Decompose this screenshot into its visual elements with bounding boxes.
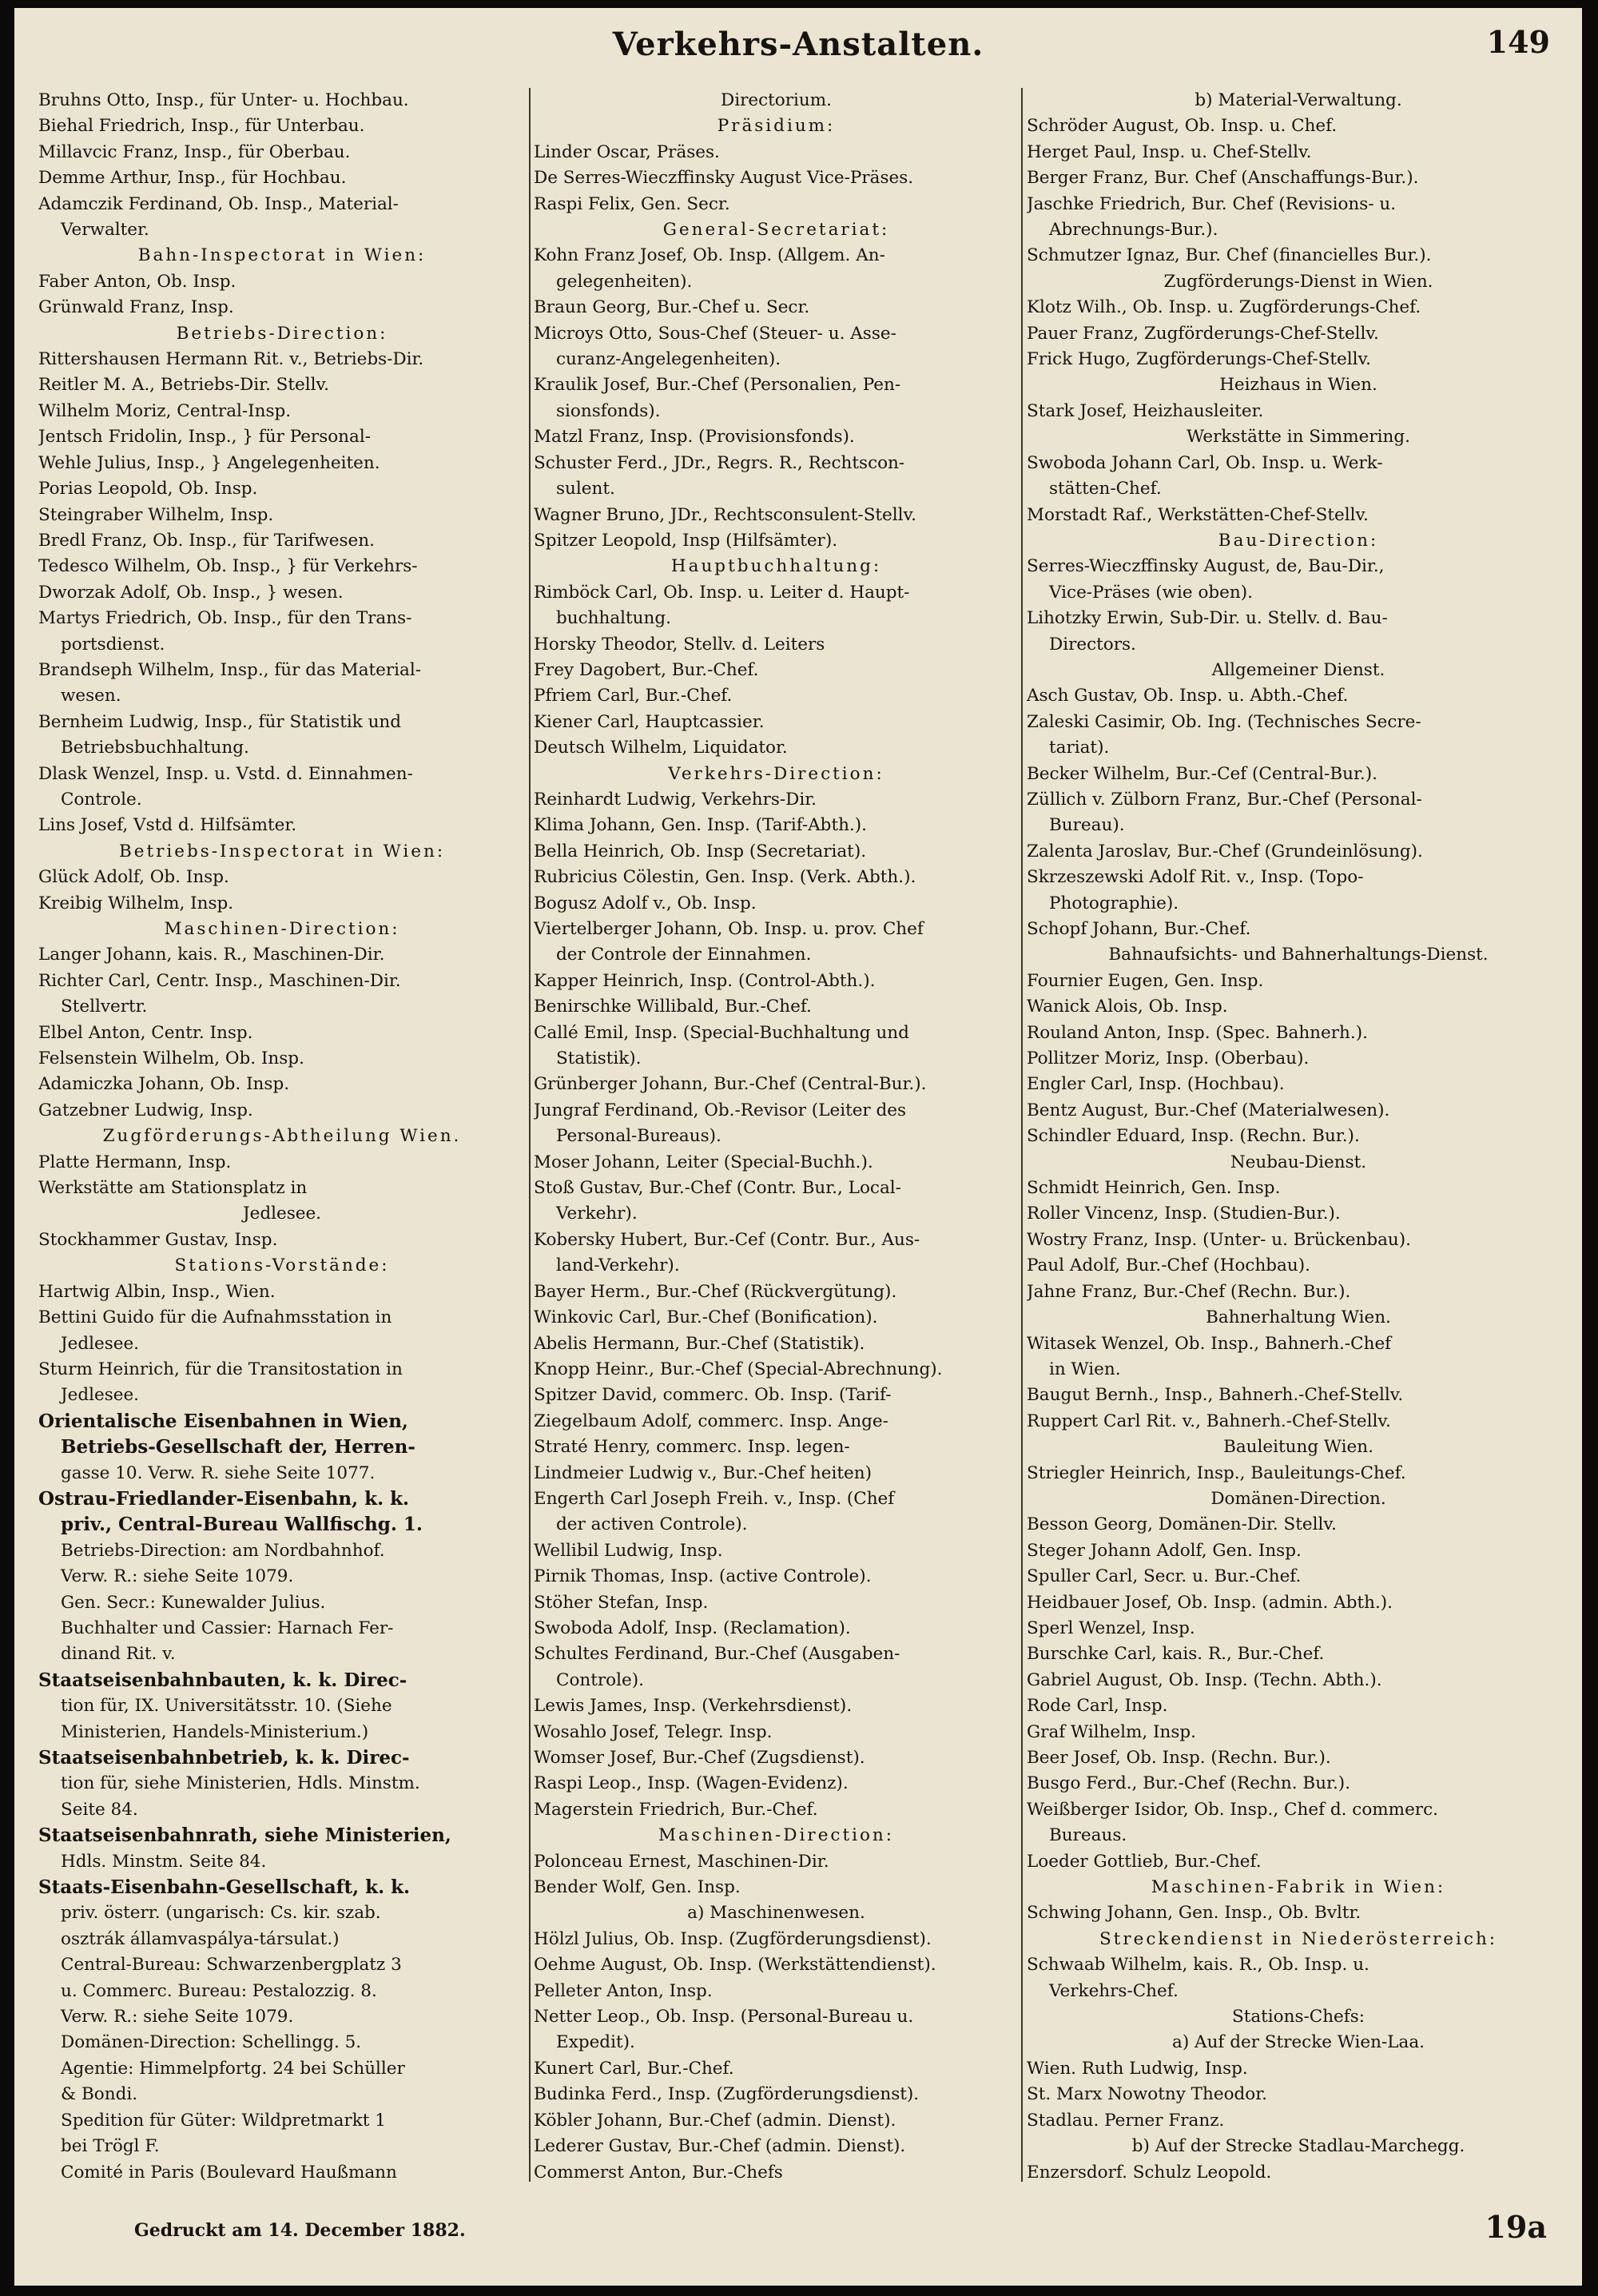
entry-continuation: Hdls. Minstm. Seite 84. [61, 1851, 267, 1872]
directory-entry: Asch Gustav, Ob. Insp. u. Abth.-Chef. [1027, 686, 1349, 706]
directory-entry: Bruhns Otto, Insp., für Unter- u. Hochbau. [38, 90, 409, 110]
subsection-heading: a) Auf der Strecke Wien-Laa. [1172, 2032, 1425, 2053]
directory-entry: Becker Wilhelm, Bur.-Cef (Central-Bur.). [1027, 763, 1377, 784]
entry-continuation: Verwalter. [61, 220, 149, 241]
directory-entry: Fournier Eugen, Gen. Insp. [1027, 970, 1264, 991]
directory-entry: Callé Emil, Insp. (Special-Buchhaltung und [534, 1022, 909, 1043]
section-heading: Hauptbuchhaltung: [670, 556, 882, 577]
directory-entry: Langer Johann, kais. R., Maschinen-Dir. [38, 945, 385, 965]
entry-continuation: stätten-Chef. [1049, 479, 1162, 499]
directory-entry: Schröder August, Ob. Insp. u. Chef. [1027, 116, 1338, 137]
directory-entry: Klima Johann, Gen. Insp. (Tarif-Abth.). [534, 815, 867, 836]
column-right [1027, 88, 1570, 2182]
directory-entry: Raspi Leop., Insp. (Wagen-Evidenz). [534, 1773, 849, 1794]
directory-entry: Hölzl Julius, Ob. Insp. (Zugförderungsdienst). [534, 1928, 932, 1949]
directory-entry: Benirschke Willibald, Bur.-Chef. [534, 997, 812, 1017]
directory-entry: Commerst Anton, Bur.-Chefs [534, 2162, 783, 2182]
company-heading: Ostrau-Friedlander-Eisenbahn, k. k. [38, 1487, 410, 1510]
directory-entry: Köbler Johann, Bur.-Chef (admin. Dienst). [534, 2110, 896, 2131]
entry-continuation: gasse 10. Verw. R. siehe Seite 1077. [61, 1462, 376, 1483]
directory-entry: Frick Hugo, Zugförderungs-Chef-Stellv. [1027, 349, 1371, 370]
directory-entry: Morstadt Raf., Werkstätten-Chef-Stellv. [1027, 504, 1369, 525]
entry-continuation: u. Commerc. Bureau: Pestalozzig. 8. [61, 1980, 377, 2001]
directory-entry: Stöher Stefan, Insp. [534, 1592, 709, 1613]
entry-continuation: Jedlesee. [61, 1385, 140, 1406]
directory-entry: Straté Henry, commerc. Insp. legen- [534, 1437, 850, 1458]
directory-entry: Ruppert Carl Rit. v., Bahnerh.-Chef-Stellv. [1027, 1411, 1391, 1431]
section-heading: Streckendienst in Niederösterreich: [1099, 1928, 1498, 1949]
directory-entry: Zaleski Casimir, Ob. Ing. (Technisches Secre- [1027, 711, 1421, 732]
directory-entry: Lindmeier Ludwig v., Bur.-Chef heiten) [534, 1462, 872, 1483]
section-heading: Verkehrs-Direction: [668, 763, 884, 784]
section-heading: Stations-Vorstände: [174, 1255, 390, 1276]
subsection-heading: b) Auf der Strecke Stadlau-Marchegg. [1131, 2136, 1465, 2157]
directory-entry: Pirnik Thomas, Insp. (active Controle). [534, 1566, 872, 1587]
directory-entry: Horsky Theodor, Stellv. d. Leiters [534, 634, 825, 655]
directory-entry: Loeder Gottlieb, Bur.-Chef. [1027, 1851, 1262, 1872]
directory-entry: Roller Vincenz, Insp. (Studien-Bur.). [1027, 1204, 1341, 1224]
entry-continuation: land-Verkehr). [556, 1255, 680, 1276]
entry-continuation: Vice-Präses (wie oben). [1049, 582, 1253, 603]
entry-continuation: portsdienst. [61, 634, 165, 655]
directory-entry: Felsenstein Wilhelm, Ob. Insp. [38, 1049, 304, 1069]
section-heading: Betriebs-Direction: [176, 323, 388, 344]
directory-entry: Wagner Bruno, JDr., Rechtsconsulent-Stellv. [534, 504, 916, 525]
directory-entry: Kunert Carl, Bur.-Chef. [534, 2058, 734, 2079]
directory-entry: Matzl Franz, Insp. (Provisionsfonds). [534, 427, 855, 448]
entry-continuation: Abrechnungs-Bur.). [1049, 220, 1218, 241]
directory-entry: Graf Wilhelm, Insp. [1027, 1721, 1197, 1742]
entry-continuation: bei Trögl F. [61, 2136, 160, 2157]
directory-entry: Pauer Franz, Zugförderungs-Chef-Stellv. [1027, 323, 1379, 344]
section-heading: Maschinen-Direction: [658, 1825, 895, 1846]
directory-entry: Bredl Franz, Ob. Insp., für Tarifwesen. [38, 530, 375, 551]
directory-entry: Sturm Heinrich, für die Transitostation in [38, 1359, 403, 1379]
directory-entry: Schwaab Wilhelm, kais. R., Ob. Insp. u. [1027, 1955, 1369, 1976]
directory-entry: Gabriel August, Ob. Insp. (Techn. Abth.). [1027, 1669, 1382, 1690]
directory-entry: Bella Heinrich, Ob. Insp (Secretariat). [534, 841, 867, 861]
directory-entry: Busgo Ferd., Bur.-Chef (Rechn. Bur.). [1027, 1773, 1351, 1794]
directory-entry: Swoboda Adolf, Insp. (Reclamation). [534, 1618, 851, 1638]
directory-entry: Gatzebner Ludwig, Insp. [38, 1100, 253, 1120]
directory-entry: Porias Leopold, Ob. Insp. [38, 479, 258, 499]
company-heading: Staatseisenbahnrath, siehe Ministerien, [38, 1824, 451, 1847]
directory-entry: Grünberger Johann, Bur.-Chef (Central-Bur.). [534, 1074, 927, 1095]
entry-continuation: Betriebs-Direction: am Nordbahnhof. [61, 1540, 385, 1561]
directory-entry: Rittershausen Hermann Rit. v., Betriebs-Dir. [38, 349, 424, 370]
directory-entry: Burschke Carl, kais. R., Bur.-Chef. [1027, 1644, 1325, 1665]
directory-entry: Dworzak Adolf, Ob. Insp., } wesen. [38, 582, 344, 603]
entry-continuation: Verw. R.: siehe Seite 1079. [61, 2007, 294, 2027]
directory-entry: Deutsch Wilhelm, Liquidator. [534, 738, 788, 758]
directory-entry: Viertelberger Johann, Ob. Insp. u. prov. Chef [534, 919, 924, 939]
directory-entry: Bogusz Adolf v., Ob. Insp. [534, 893, 757, 913]
entry-continuation: Verkehrs-Chef. [1049, 1980, 1179, 2001]
directory-entry: Rouland Anton, Insp. (Spec. Bahnerh.). [1027, 1022, 1368, 1043]
column-divider [1021, 88, 1023, 2182]
directory-entry: De Serres-Wieczffinsky August Vice-Präses. [534, 168, 914, 189]
directory-entry: Kiener Carl, Hauptcassier. [534, 711, 765, 732]
company-heading: Staatseisenbahnbetrieb, k. k. Direc- [38, 1747, 410, 1769]
directory-entry: Dlask Wenzel, Insp. u. Vstd. d. Einnahmen- [38, 763, 413, 784]
directory-entry: Netter Leop., Ob. Insp. (Personal-Bureau u. [534, 2007, 914, 2027]
entry-continuation: tion für, siehe Ministerien, Hdls. Minstm. [61, 1773, 420, 1794]
entry-continuation: Comité in Paris (Boulevard Haußmann [61, 2162, 397, 2182]
directory-entry: Platte Hermann, Insp. [38, 1152, 232, 1172]
directory-entry: Lins Josef, Vstd d. Hilfsämter. [38, 815, 297, 836]
directory-entry: Schopf Johann, Bur.-Chef. [1027, 919, 1251, 939]
entry-continuation: Controle. [61, 789, 142, 810]
directory-entry: Wien. Ruth Ludwig, Insp. [1027, 2058, 1248, 2079]
entry-continuation: der Controle der Einnahmen. [556, 945, 812, 965]
directory-entry: Lihotzky Erwin, Sub-Dir. u. Stellv. d. Bau- [1027, 608, 1388, 629]
directory-entry: Raspi Felix, Gen. Secr. [534, 193, 730, 214]
directory-entry: Bettini Guido für die Aufnahmsstation in [38, 1307, 392, 1328]
directory-entry: Wosahlo Josef, Telegr. Insp. [534, 1721, 773, 1742]
directory-entry: St. Marx Nowotny Theodor. [1027, 2084, 1267, 2105]
entry-continuation: buchhaltung. [556, 608, 671, 629]
directory-entry: Kapper Heinrich, Insp. (Control-Abth.). [534, 970, 876, 991]
entry-continuation: dinand Rit. v. [61, 1644, 176, 1665]
entry-continuation: sulent. [556, 479, 615, 499]
directory-entry: Polonceau Ernest, Maschinen-Dir. [534, 1851, 829, 1872]
company-heading-continuation: Betriebs-Gesellschaft der, Herren- [61, 1436, 415, 1458]
entry-continuation: Ministerien, Handels-Ministerium.) [61, 1721, 369, 1742]
entry-continuation: Verkehr). [556, 1204, 638, 1224]
directory-entry: Striegler Heinrich, Insp., Bauleitungs-Chef. [1027, 1462, 1406, 1483]
directory-entry: Pollitzer Moriz, Insp. (Oberbau). [1027, 1049, 1310, 1069]
directory-entry: Knopp Heinr., Bur.-Chef (Special-Abrechnung). [534, 1359, 943, 1379]
directory-entry: Steingraber Wilhelm, Insp. [38, 504, 274, 525]
directory-entry: Moser Johann, Leiter (Special-Buchh.). [534, 1152, 873, 1172]
directory-entry: Kreibig Wilhelm, Insp. [38, 893, 234, 913]
directory-entry: Bayer Herm., Bur.-Chef (Rückvergütung). [534, 1281, 897, 1302]
section-heading: General-Secretariat: [662, 220, 890, 241]
directory-entry: Wehle Julius, Insp., } Angelegenheiten. [38, 452, 380, 473]
entry-continuation: wesen. [61, 686, 121, 706]
directory-entry: Pfriem Carl, Bur.-Chef. [534, 686, 733, 706]
directory-entry: Steger Johann Adolf, Gen. Insp. [1027, 1540, 1302, 1561]
directory-entry: Tedesco Wilhelm, Ob. Insp., } für Verkehrs- [38, 556, 418, 577]
entry-continuation: in Wien. [1049, 1359, 1121, 1379]
entry-continuation: Personal-Bureaus). [556, 1126, 721, 1147]
directory-entry: Linder Oscar, Präses. [534, 141, 720, 162]
entry-continuation: gelegenheiten). [556, 271, 693, 292]
entry-continuation: Spedition für Güter: Wildpretmarkt 1 [61, 2110, 386, 2131]
directory-entry: Wilhelm Moriz, Central-Insp. [38, 400, 292, 421]
directory-entry: Schmutzer Ignaz, Bur. Chef (financielles Bur.). [1027, 245, 1432, 266]
directory-entry: Braun Georg, Bur.-Chef u. Secr. [534, 297, 810, 318]
directory-entry: Herget Paul, Insp. u. Chef-Stellv. [1027, 141, 1312, 162]
directory-entry: Stark Josef, Heizhausleiter. [1027, 400, 1264, 421]
directory-entry: Wanick Alois, Ob. Insp. [1027, 997, 1228, 1017]
subsection-heading: Stations-Chefs: [1231, 2007, 1365, 2027]
entry-continuation: Directors. [1049, 634, 1136, 655]
directory-entry: Stadlau. Perner Franz. [1027, 2110, 1225, 2131]
directory-entry: Berger Franz, Bur. Chef (Anschaffungs-Bur.). [1027, 168, 1419, 189]
company-heading: Staatseisenbahnbauten, k. k. Direc- [38, 1669, 407, 1691]
subsection-heading: Bahnerhaltung Wien. [1206, 1307, 1391, 1328]
directory-entry: Adamczik Ferdinand, Ob. Insp., Material- [38, 193, 399, 214]
entry-continuation: Jedlesee. [61, 1333, 140, 1354]
entry-continuation: Bureau). [1049, 815, 1125, 836]
directory-entry: Grünwald Franz, Insp. [38, 297, 234, 318]
section-heading: Präsidium: [717, 116, 836, 137]
section-heading: Betriebs-Inspectorat in Wien: [118, 841, 446, 861]
entry-continuation: Betriebsbuchhaltung. [61, 738, 249, 758]
directory-entry: Klotz Wilh., Ob. Insp. u. Zugförderungs-Chef. [1027, 297, 1421, 318]
entry-continuation: & Bondi. [61, 2084, 138, 2105]
directory-entry: Pelleter Anton, Insp. [534, 1980, 713, 2001]
subsection-heading: Bahnaufsichts- und Bahnerhaltungs-Dienst. [1108, 945, 1489, 965]
entry-continuation: Bureaus. [1049, 1825, 1127, 1846]
directory-entry: Sperl Wenzel, Insp. [1027, 1618, 1195, 1638]
subsection-heading: b) Material-Verwaltung. [1195, 90, 1402, 110]
directory-entry: Schwing Johann, Gen. Insp., Ob. Bvltr. [1027, 1903, 1361, 1924]
directory-entry: Skrzeszewski Adolf Rit. v., Insp. (Topo- [1027, 867, 1364, 888]
entry-continuation: Domänen-Direction: Schellingg. 5. [61, 2032, 362, 2053]
entry-continuation: tariat). [1049, 738, 1110, 758]
company-heading-continuation: priv., Central-Bureau Wallfischg. 1. [61, 1514, 423, 1536]
directory-entry: Kraulik Josef, Bur.-Chef (Personalien, Pen- [534, 375, 901, 396]
directory-entry: Rimböck Carl, Ob. Insp. u. Leiter d. Haupt- [534, 582, 910, 603]
directory-entry: Werkstätte am Stationsplatz in [38, 1178, 308, 1199]
directory-entry: Baugut Bernh., Insp., Bahnerh.-Chef-Stellv. [1027, 1385, 1404, 1406]
entry-continuation: osztrák államvaspálya-társulat.) [61, 1928, 340, 1949]
directory-entry: Frey Dagobert, Bur.-Chef. [534, 659, 759, 680]
directory-entry: Witasek Wenzel, Ob. Insp., Bahnerh.-Chef [1027, 1333, 1392, 1354]
directory-entry: Spitzer David, commerc. Ob. Insp. (Tarif- [534, 1385, 892, 1406]
directory-entry: Schultes Ferdinand, Bur.-Chef (Ausgaben- [534, 1644, 900, 1665]
directory-entry: Bentz August, Bur.-Chef (Materialwesen). [1027, 1100, 1390, 1120]
directory-entry: Stockhammer Gustav, Insp. [38, 1229, 278, 1250]
page-header [14, 8, 1582, 96]
subsection-heading: Zugförderungs-Dienst in Wien. [1163, 271, 1433, 292]
section-heading: Zugförderungs-Abtheilung Wien. [102, 1126, 462, 1147]
subsection-heading: Directorium. [721, 90, 832, 110]
directory-entry: Jaschke Friedrich, Bur. Chef (Revisions- u. [1027, 193, 1397, 214]
directory-entry: Engler Carl, Insp. (Hochbau). [1027, 1074, 1285, 1095]
page-footer [14, 2198, 1582, 2262]
signature-mark: 19a [1485, 2209, 1547, 2245]
entry-continuation: Photographie). [1049, 893, 1179, 913]
directory-entry: Microys Otto, Sous-Chef (Steuer- u. Asse- [534, 323, 896, 344]
directory-entry: Kohn Franz Josef, Ob. Insp. (Allgem. An- [534, 245, 885, 266]
subsection-heading: Bauleitung Wien. [1223, 1437, 1373, 1458]
directory-entry: Wostry Franz, Insp. (Unter- u. Brückenbau). [1027, 1229, 1411, 1250]
entry-continuation: Controle). [556, 1669, 644, 1690]
directory-entry: Bernheim Ludwig, Insp., für Statistik und [38, 711, 402, 732]
directory-entry: Millavcic Franz, Insp., für Oberbau. [38, 141, 351, 162]
directory-entry: Reinhardt Ludwig, Verkehrs-Dir. [534, 789, 817, 810]
entry-continuation: Expedit). [556, 2032, 635, 2053]
directory-entry: Jahne Franz, Bur.-Chef (Rechn. Bur.). [1027, 1281, 1351, 1302]
entry-continuation: priv. österr. (ungarisch: Cs. kir. szab. [61, 1903, 381, 1924]
directory-entry: Brandseph Wilhelm, Insp., für das Material- [38, 659, 421, 680]
directory-entry: Weißberger Isidor, Ob. Insp., Chef d. commerc. [1027, 1799, 1438, 1820]
directory-entry: Besson Georg, Domänen-Dir. Stellv. [1027, 1514, 1337, 1535]
entry-continuation: der activen Controle). [556, 1514, 748, 1535]
print-date: Gedruckt am 14. December 1882. [134, 2220, 466, 2241]
directory-entry: Schmidt Heinrich, Gen. Insp. [1027, 1178, 1281, 1199]
directory-entry: Lewis James, Insp. (Verkehrsdienst). [534, 1696, 853, 1717]
directory-entry: Stoß Gustav, Bur.-Chef (Contr. Bur., Local- [534, 1178, 901, 1199]
directory-entry: Jungraf Ferdinand, Ob.-Revisor (Leiter des [534, 1100, 907, 1120]
directory-entry: Faber Anton, Ob. Insp. [38, 271, 237, 292]
subsection-heading: Heizhaus in Wien. [1219, 375, 1377, 396]
directory-entry: Lederer Gustav, Bur.-Chef (admin. Dienst). [534, 2136, 906, 2157]
directory-entry: Womser Josef, Bur.-Chef (Zugsdienst). [534, 1748, 865, 1768]
section-heading: Bau-Direction: [1218, 530, 1379, 551]
directory-entry: Jentsch Fridolin, Insp., } für Personal- [38, 427, 371, 448]
entry-continuation: Statistik). [556, 1049, 642, 1069]
entry-continuation: sionsfonds). [556, 400, 661, 421]
subsection-heading: Jedlesee. [242, 1204, 322, 1224]
subsection-heading: Werkstätte in Simmering. [1187, 427, 1410, 448]
directory-entry: Heidbauer Josef, Ob. Insp. (admin. Abth.). [1027, 1592, 1393, 1613]
directory-entry: Reitler M. A., Betriebs-Dir. Stellv. [38, 375, 329, 396]
company-heading: Orientalische Eisenbahnen in Wien, [38, 1410, 408, 1432]
directory-entry: Glück Adolf, Ob. Insp. [38, 867, 229, 888]
directory-entry: Bender Wolf, Gen. Insp. [534, 1877, 741, 1898]
entry-continuation: Seite 84. [61, 1799, 138, 1820]
directory-entry: Martys Friedrich, Ob. Insp., für den Trans- [38, 608, 412, 629]
subsection-heading: Domänen-Direction. [1210, 1488, 1386, 1509]
directory-entry: Rubricius Cölestin, Gen. Insp. (Verk. Abth.). [534, 867, 916, 888]
directory-entry: Engerth Carl Joseph Freih. v., Insp. (Chef [534, 1488, 895, 1509]
directory-entry: Winkovic Carl, Bur.-Chef (Bonification). [534, 1307, 878, 1328]
directory-entry: Zalenta Jaroslav, Bur.-Chef (Grundeinlösung). [1027, 841, 1423, 861]
directory-entry: Richter Carl, Centr. Insp., Maschinen-Dir. [38, 970, 401, 991]
directory-entry: Demme Arthur, Insp., für Hochbau. [38, 168, 347, 189]
column-middle [534, 88, 1019, 2182]
directory-entry: Paul Adolf, Bur.-Chef (Hochbau). [1027, 1255, 1310, 1276]
directory-entry: Magerstein Friedrich, Bur.-Chef. [534, 1799, 818, 1820]
directory-entry: Züllich v. Zülborn Franz, Bur.-Chef (Personal- [1027, 789, 1422, 810]
directory-entry: Ziegelbaum Adolf, commerc. Insp. Ange- [534, 1411, 888, 1431]
page-number: 149 [1486, 24, 1550, 60]
directory-entry: Swoboda Johann Carl, Ob. Insp. u. Werk- [1027, 452, 1383, 473]
entry-continuation: Verw. R.: siehe Seite 1079. [61, 1566, 294, 1587]
directory-entry: Wellibil Ludwig, Insp. [534, 1540, 723, 1561]
directory-entry: Abelis Hermann, Bur.-Chef (Statistik). [534, 1333, 865, 1354]
entry-continuation: Buchhalter und Cassier: Harnach Fer- [61, 1618, 394, 1638]
section-heading: Bahn-Inspectorat in Wien: [137, 245, 427, 266]
page-sheet [14, 8, 1582, 2286]
directory-entry: Elbel Anton, Centr. Insp. [38, 1022, 253, 1043]
entry-continuation: Agentie: Himmelpfortg. 24 bei Schüller [61, 2058, 405, 2079]
section-heading: Maschinen-Direction: [164, 919, 400, 939]
directory-entry: Serres-Wieczffinsky August, de, Bau-Dir., [1027, 556, 1385, 577]
directory-entry: Schindler Eduard, Insp. (Rechn. Bur.). [1027, 1126, 1360, 1147]
directory-entry: Beer Josef, Ob. Insp. (Rechn. Bur.). [1027, 1748, 1331, 1768]
subsection-heading: Allgemeiner Dienst. [1211, 659, 1385, 680]
directory-entry: Oehme August, Ob. Insp. (Werkstättendienst). [534, 1955, 936, 1976]
entry-continuation: Stellvertr. [61, 997, 148, 1017]
page-title: Verkehrs-Anstalten. [612, 26, 984, 63]
directory-entry: Hartwig Albin, Insp., Wien. [38, 1281, 276, 1302]
company-heading: Staats-Eisenbahn-Gesellschaft, k. k. [38, 1876, 411, 1899]
subsection-heading: a) Maschinenwesen. [687, 1903, 865, 1924]
column-divider [529, 88, 531, 2182]
subsection-heading: Neubau-Dienst. [1230, 1152, 1367, 1172]
directory-entry: Kobersky Hubert, Bur.-Cef (Contr. Bur., Aus- [534, 1229, 920, 1250]
directory-entry: Rode Carl, Insp. [1027, 1696, 1168, 1717]
directory-entry: Adamiczka Johann, Ob. Insp. [38, 1074, 290, 1095]
directory-entry: Schuster Ferd., JDr., Regrs. R., Rechtscon- [534, 452, 905, 473]
entry-continuation: tion für, IX. Universitätsstr. 10. (Siehe [61, 1696, 392, 1717]
directory-entry: Biehal Friedrich, Insp., für Unterbau. [38, 116, 365, 137]
entry-continuation: curanz-Angelegenheiten). [556, 349, 781, 370]
directory-entry: Spitzer Leopold, Insp (Hilfsämter). [534, 530, 838, 551]
column-left [38, 88, 526, 2182]
entry-continuation: Gen. Secr.: Kunewalder Julius. [61, 1592, 326, 1613]
directory-entry: Enzersdorf. Schulz Leopold. [1027, 2162, 1272, 2182]
entry-continuation: Central-Bureau: Schwarzenbergplatz 3 [61, 1955, 402, 1976]
directory-entry: Spuller Carl, Secr. u. Bur.-Chef. [1027, 1566, 1302, 1587]
section-heading: Maschinen-Fabrik in Wien: [1151, 1877, 1446, 1898]
directory-entry: Budinka Ferd., Insp. (Zugförderungsdienst). [534, 2084, 920, 2105]
